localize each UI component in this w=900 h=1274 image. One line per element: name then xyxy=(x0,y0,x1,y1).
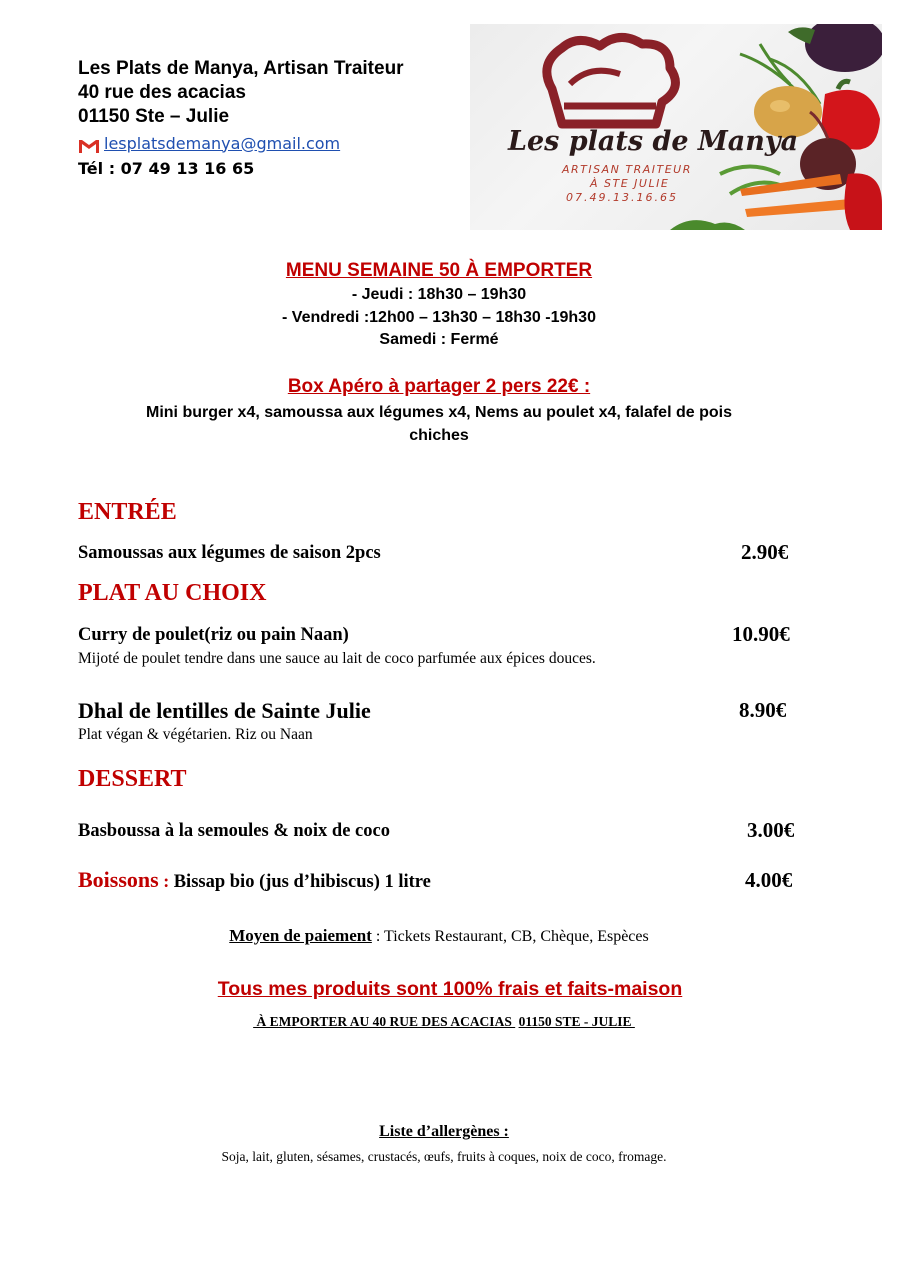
entree-item: Samoussas aux légumes de saison 2pcs xyxy=(78,543,381,563)
email-link[interactable]: lesplatsdemanya@gmail.com xyxy=(104,133,341,153)
plat-price-curry: 10.90€ xyxy=(732,622,790,646)
boissons-colon: : xyxy=(158,871,174,891)
dessert-heading: DESSERT xyxy=(78,766,187,792)
email-row xyxy=(78,132,340,154)
logo-phone: 07.49.13.16.65 xyxy=(566,191,678,204)
plat-desc-curry: Mijoté de poulet tendre dans une sauce au lait de coco parfumée aux épices douces. xyxy=(78,650,596,667)
business-name: Les Plats de Manya, Artisan Traiteur xyxy=(78,58,404,79)
boissons-item: Bissap bio (jus d’hibiscus) 1 litre xyxy=(173,872,431,892)
dessert-price: 3.00€ xyxy=(747,818,795,842)
menu-title: MENU SEMAINE 50 À EMPORTER xyxy=(285,260,593,281)
allergens-list: Soja, lait, gluten, sésames, crustacés, œufs, fruits à coques, noix de coco, fromage. xyxy=(221,1149,667,1164)
hours-friday: - Vendredi :12h00 – 13h30 – 18h30 -19h30 xyxy=(282,309,596,326)
pickup-address xyxy=(0,1014,888,1030)
box-apero-title: Box Apéro à partager 2 pers 22€ : xyxy=(287,376,591,397)
plat-item-dhal: Dhal de lentilles de Sainte Julie xyxy=(78,698,371,723)
hours-thursday: - Jeudi : 18h30 – 19h30 xyxy=(351,286,527,303)
hours-saturday: Samedi : Fermé xyxy=(379,331,499,348)
payment-label: Moyen de paiement xyxy=(229,926,372,945)
fresh-products-notice: Tous mes produits sont 100% frais et faits-maison xyxy=(217,978,683,1000)
entree-price: 2.90€ xyxy=(741,540,789,564)
address-city: 01150 Ste – Julie xyxy=(78,106,230,127)
plat-desc-dhal: Plat végan & végétarien. Riz ou Naan xyxy=(78,726,313,743)
boissons-heading: Boissons xyxy=(78,867,159,892)
phone-number: Tél : 07 49 13 16 65 xyxy=(78,159,255,178)
boissons-price: 4.00€ xyxy=(745,868,793,892)
allergens-title: Liste d’allergènes : xyxy=(379,1123,509,1140)
logo-tagline-2: À STE JULIE xyxy=(590,177,670,190)
gmail-icon xyxy=(78,138,100,154)
plat-heading: PLAT AU CHOIX xyxy=(78,580,267,606)
pickup-address-part1: À EMPORTER AU 40 RUE DES ACACIAS xyxy=(253,1014,516,1029)
boissons-row xyxy=(78,867,431,893)
logo-brand-text: Les plats de Manya xyxy=(508,126,799,157)
payment-row xyxy=(0,926,878,946)
address-street: 40 rue des acacias xyxy=(78,82,246,103)
payment-methods: : Tickets Restaurant, CB, Chèque, Espèces xyxy=(371,928,649,945)
logo-banner xyxy=(470,24,882,230)
dessert-item: Basboussa à la semoules & noix de coco xyxy=(78,821,390,841)
plat-price-dhal: 8.90€ xyxy=(739,698,787,722)
plat-item-curry: Curry de poulet(riz ou pain Naan) xyxy=(78,625,349,645)
entree-heading: ENTRÉE xyxy=(78,499,177,525)
box-apero-desc-line2: chiches xyxy=(409,427,469,444)
pickup-address-part2: 01150 STE - JULIE xyxy=(518,1014,635,1029)
box-apero-desc-line1: Mini burger x4, samoussa aux légumes x4, Nems au poulet x4, falafel de pois xyxy=(146,404,732,421)
logo-tagline-1: ARTISAN TRAITEUR xyxy=(562,163,692,176)
